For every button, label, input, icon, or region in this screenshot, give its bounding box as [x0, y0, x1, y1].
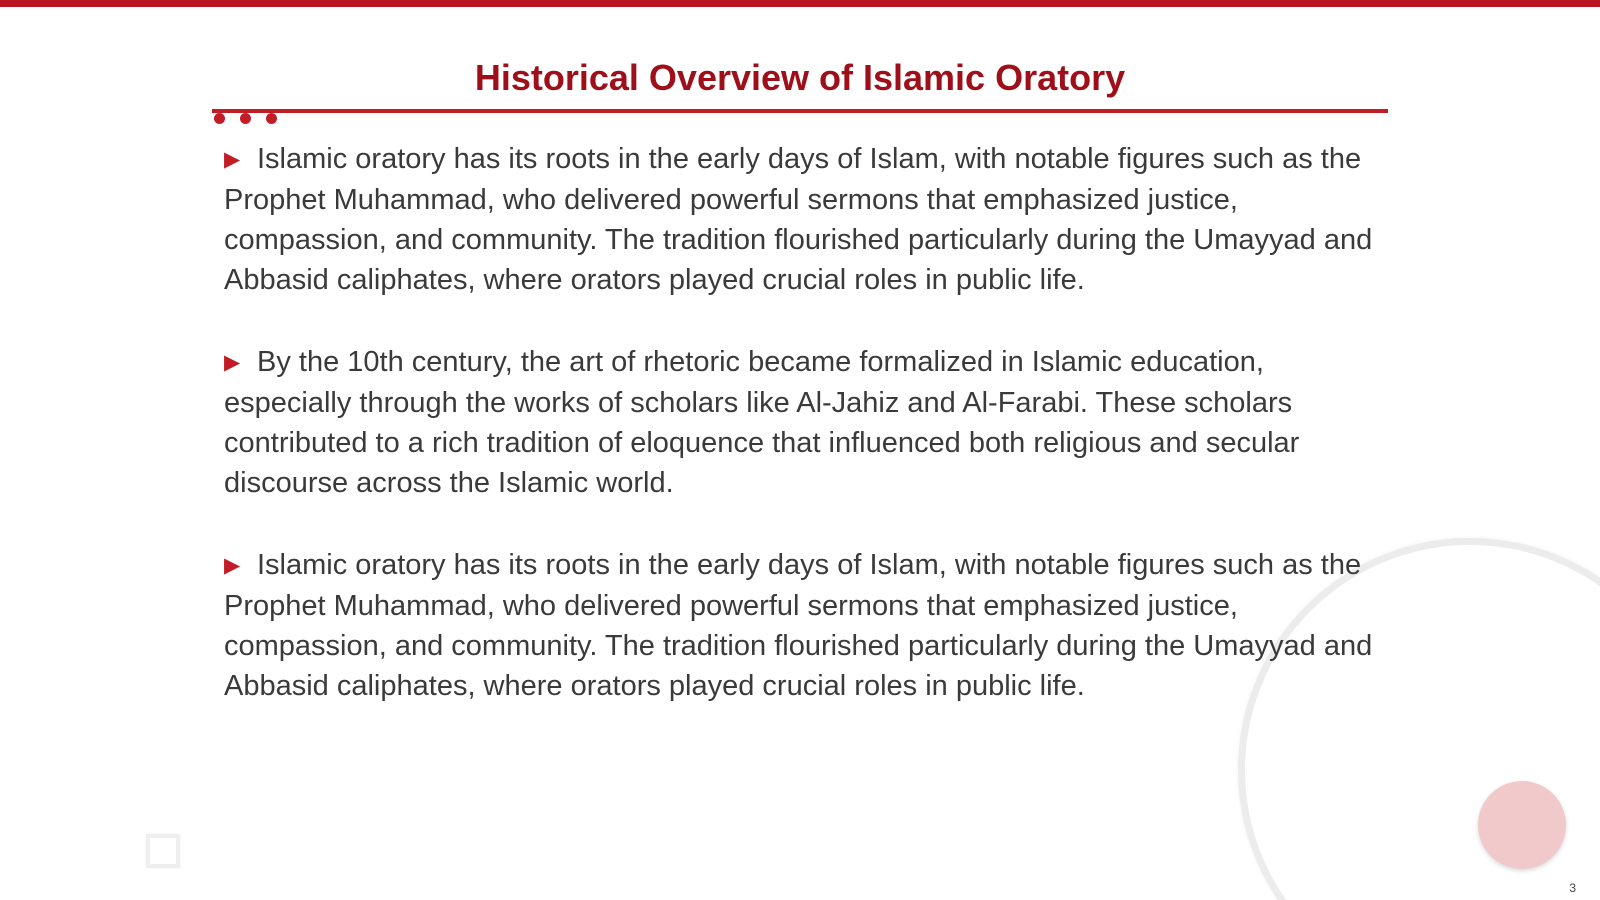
underline-dot [240, 113, 251, 124]
underline-dot [214, 113, 225, 124]
bullet-paragraph [224, 139, 1374, 300]
top-accent-bar [0, 0, 1600, 7]
decorative-pink-circle [1478, 781, 1566, 869]
page-number: 3 [1569, 881, 1576, 895]
bullet-list [224, 139, 1374, 748]
triangle-right-icon: ▶ [224, 148, 241, 171]
bullet-paragraph [224, 545, 1374, 706]
underline-dot [266, 113, 277, 124]
bullet-paragraph [224, 342, 1374, 503]
paragraph-text: Islamic oratory has its roots in the early days of Islam, with notable figures such as the Prophet Muhammad, who delivered powerful sermons that emphasized justice, compassion, and community. The tradition flourished particularly during the Umayyad and Abbasid caliphates, where orators played crucial roles in public life. [224, 143, 1373, 296]
paragraph-text: Islamic oratory has its roots in the early days of Islam, with notable figures such as the Prophet Muhammad, who delivered powerful sermons that emphasized justice, compassion, and community. The tradition flourished particularly during the Umayyad and Abbasid caliphates, where orators played crucial roles in public life. [224, 549, 1373, 702]
triangle-right-icon: ▶ [224, 351, 241, 374]
slide-title: Historical Overview of Islamic Oratory [474, 57, 1126, 98]
paragraph-text: By the 10th century, the art of rhetoric became formalized in Islamic education, especially through the works of scholars like Al-Jahiz and Al-Farabi. These scholars contributed to a rich tradition of eloquence that influenced both religious and secular discourse across the Islamic world. [224, 346, 1300, 499]
decorative-square [146, 834, 180, 868]
title-underline [212, 109, 1388, 113]
triangle-right-icon: ▶ [224, 554, 241, 577]
